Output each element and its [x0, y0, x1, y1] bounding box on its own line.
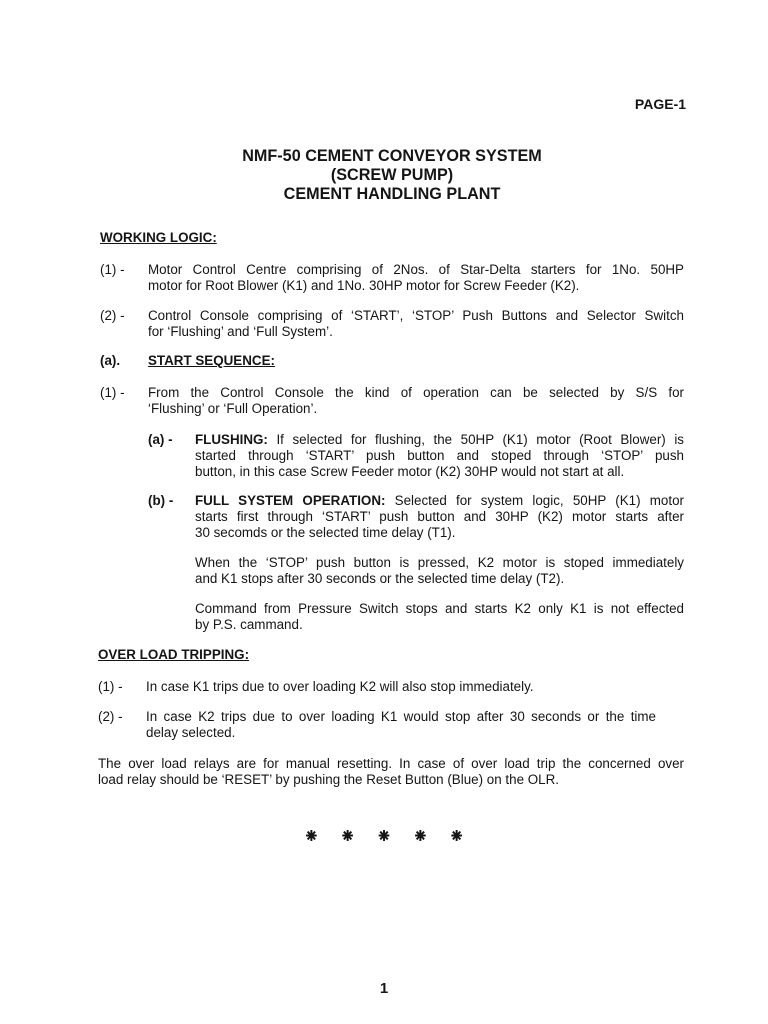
flushing-line-1 — [195, 432, 684, 448]
asterism-icon: ⁕ — [448, 826, 466, 848]
title-line-2: (SCREW PUMP) — [330, 166, 454, 184]
full-system-line-2: starts first through ‘START’ push button and 30HP (K2) motor starts after — [195, 509, 684, 524]
full-system-line-3: 30 secomds or the selected time delay (T1). — [195, 525, 456, 540]
full-system-line-1 — [195, 493, 684, 509]
flushing-line-1-text: If selected for flushing, the 50HP (K1) motor (Root Blower) is — [267, 432, 684, 447]
asterism-icon: ⁕ — [302, 826, 320, 848]
start-sequence-heading: START SEQUENCE: — [148, 353, 275, 368]
full-system-label: FULL SYSTEM OPERATION: — [195, 493, 386, 508]
working-logic-item-2-line-2: for ‘Flushing’ and ‘Full System’. — [148, 324, 333, 339]
pressure-switch-line-1: Command from Pressure Switch stops and starts K2 only K1 is not effected — [195, 601, 684, 616]
document-title — [92, 147, 692, 204]
over-load-item-1-line-1: In case K1 trips due to over loading K2 will also stop immediately. — [146, 679, 534, 694]
start-sequence-item-1-line-1: From the Control Console the kind of operation can be selected by S/S for — [148, 385, 684, 400]
over-load-note-line-2: load relay should be ‘RESET’ by pushing the Reset Button (Blue) on the OLR. — [98, 772, 559, 787]
pressure-switch-line-2: by P.S. cammand. — [195, 617, 303, 632]
over-load-item-2-line-2: delay selected. — [146, 725, 236, 740]
full-system-line-1-text: Selected for system logic, 50HP (K1) motor — [385, 493, 684, 508]
over-load-item-2-line-1: In case K2 trips due to over loading K1 would stop after 30 seconds or the time — [146, 709, 656, 724]
flushing-line-2: started through ‘START’ push button and stoped through ‘STOP’ push — [195, 448, 684, 463]
asterism-icon: ⁕ — [411, 826, 429, 848]
over-load-item-2-marker: (2) - — [98, 709, 123, 724]
working-logic-item-1-line-2: motor for Root Blower (K1) and 1No. 30HP motor for Screw Feeder (K2). — [148, 278, 580, 293]
over-load-item-1-marker: (1) - — [98, 679, 123, 694]
stop-paragraph-line-2: and K1 stops after 30 seconds or the selected time delay (T2). — [195, 571, 565, 586]
over-load-heading: OVER LOAD TRIPPING: — [98, 647, 250, 662]
title-line-1: NMF-50 CEMENT CONVEYOR SYSTEM — [242, 147, 542, 165]
asterism-icon: ⁕ — [375, 826, 393, 848]
working-logic-item-1-marker: (1) - — [100, 262, 125, 277]
start-sequence-item-1-marker: (1) - — [100, 385, 125, 400]
page-label: PAGE-1 — [634, 96, 686, 112]
ornament-separator — [0, 826, 768, 848]
start-sequence-item-1-line-2: ‘Flushing’ or ‘Full Operation’. — [148, 401, 318, 416]
asterism-icon: ⁕ — [339, 826, 357, 848]
page-number: 1 — [379, 980, 389, 997]
flushing-line-3: button, in this case Screw Feeder motor (K2) 30HP would not start at all. — [195, 464, 625, 479]
title-line-3: CEMENT HANDLING PLANT — [283, 185, 501, 203]
flushing-label: FLUSHING: — [195, 432, 268, 447]
working-logic-heading: WORKING LOGIC: — [100, 230, 217, 245]
over-load-note-line-1: The over load relays are for manual resetting. In case of over load trip the concerned over — [98, 756, 684, 771]
stop-paragraph-line-1: When the ‘STOP’ push button is pressed, K2 motor is stoped immediately — [195, 555, 684, 570]
flushing-marker: (a) - — [148, 432, 173, 447]
working-logic-item-2-line-1: Control Console comprising of ‘START’, ‘STOP’ Push Buttons and Selector Switch — [148, 308, 684, 323]
working-logic-item-2-marker: (2) - — [100, 308, 125, 323]
start-sequence-marker: (a). — [100, 353, 121, 368]
working-logic-item-1-line-1: Motor Control Centre comprising of 2Nos. of Star-Delta starters for 1No. 50HP — [148, 262, 684, 277]
full-system-marker: (b) - — [148, 493, 174, 508]
